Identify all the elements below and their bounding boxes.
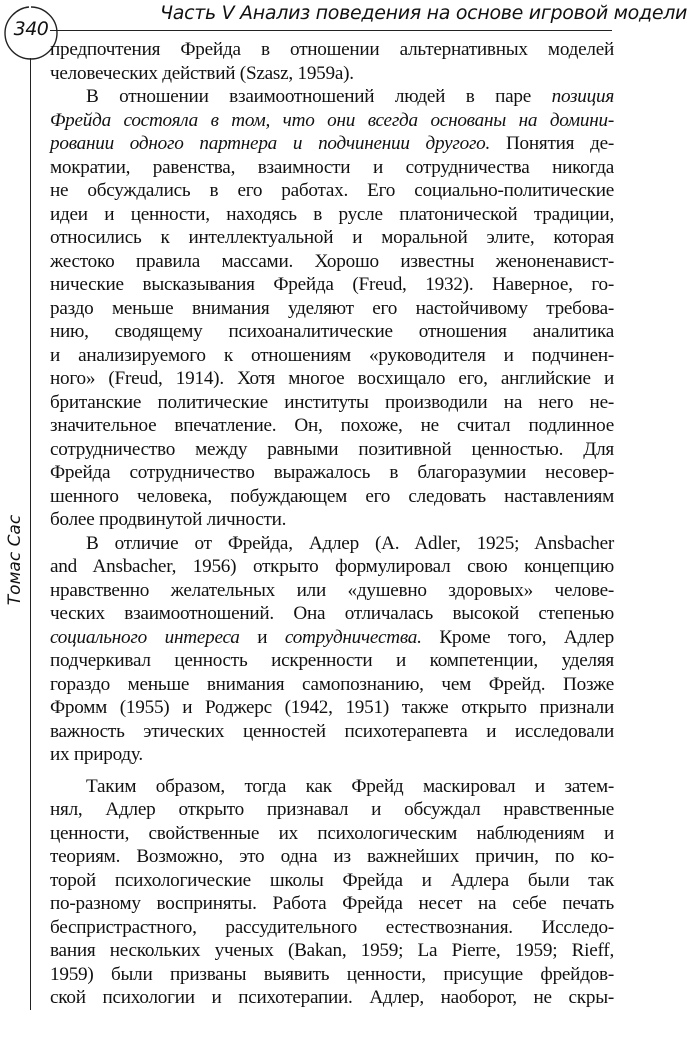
text-line bbox=[50, 916, 614, 940]
text-run: значительное впечатление. Он, похоже, не считал подлинное bbox=[50, 415, 614, 436]
text-line bbox=[50, 532, 614, 556]
text-line bbox=[50, 320, 614, 344]
text-line bbox=[50, 845, 614, 869]
text-line bbox=[50, 62, 614, 86]
text-run: идеи и ценности, находясь в русле платонической традиции, bbox=[50, 203, 614, 225]
text-line bbox=[50, 367, 614, 391]
text-run: сотрудничество между равными позитивной ценностью. Для bbox=[50, 438, 614, 460]
side-author bbox=[4, 490, 26, 630]
body-text bbox=[50, 38, 614, 1010]
text-line bbox=[50, 720, 614, 744]
text-run: ного» (Freud, 1914). Хотя многое восхищало его, английские и bbox=[50, 368, 614, 389]
text-run: нравственно желательных или «душевно здоровых» челове- bbox=[50, 579, 614, 601]
text-run: и анализируемого к отношениям «руководителя и подчинен- bbox=[50, 344, 614, 366]
italic-text: ровании одного партнера и подчинении другого. bbox=[50, 133, 491, 154]
side-rule bbox=[30, 58, 31, 1010]
text-line bbox=[50, 579, 614, 603]
text-line bbox=[50, 743, 614, 767]
text-line bbox=[50, 485, 614, 509]
page-number: 340 bbox=[13, 18, 49, 40]
text-run: торой психологические школы Фрейда и Адлера были так bbox=[50, 869, 614, 891]
text-line bbox=[50, 250, 614, 274]
text-run: и bbox=[239, 626, 285, 648]
text-line bbox=[50, 555, 614, 579]
text-run: ской психологии и психотерапии. Адлер, наоборот, не скры- bbox=[50, 987, 614, 1008]
text-run: шенного человека, побуждающем его следовать наставлениям bbox=[50, 485, 614, 507]
text-line bbox=[50, 391, 614, 415]
text-line bbox=[50, 156, 614, 180]
header-rule bbox=[50, 30, 612, 31]
text-run: британские политические институты производили на него не- bbox=[50, 391, 614, 413]
text-line bbox=[50, 649, 614, 673]
text-line bbox=[50, 414, 614, 438]
text-line bbox=[50, 798, 614, 822]
text-run: нял, Адлер открыто признавал и обсуждал нравственные bbox=[50, 799, 614, 820]
italic-text: позиция bbox=[551, 86, 614, 107]
text-run: предпочтения Фрейда в отношении альтернативных моделей bbox=[50, 39, 614, 60]
text-line bbox=[50, 626, 614, 650]
text-line bbox=[50, 508, 614, 532]
text-line bbox=[50, 939, 614, 963]
text-run: нию, сводящему психоаналитические отношения аналитика bbox=[50, 321, 614, 342]
italic-text: сотрудничества. bbox=[284, 626, 422, 648]
text-run: ценности, свойственные их психологическим наблюдениям и bbox=[50, 822, 614, 844]
text-run: мократии, равенства, взаимности и сотрудничества никогда bbox=[50, 156, 614, 178]
text-run: Понятия де- bbox=[490, 133, 614, 154]
text-line bbox=[50, 602, 614, 626]
text-run: гораздо меньше внимания самопознанию, чем Фрейд. Позже bbox=[50, 673, 614, 695]
text-line bbox=[50, 38, 614, 62]
text-run: нические высказывания Фрейда (Freud, 1932). Наверное, го- bbox=[50, 274, 614, 295]
text-line bbox=[50, 822, 614, 846]
italic-text: социального интереса bbox=[50, 626, 240, 648]
italic-text: Фрейда состояла в том, что они всегда основаны на домини- bbox=[50, 109, 614, 131]
text-line bbox=[50, 775, 614, 799]
text-run: 1959) были призваны выявить ценности, присущие фрейдов- bbox=[50, 963, 614, 985]
text-line bbox=[50, 963, 614, 987]
text-run: человеческих действий (Szasz, 1959a). bbox=[50, 62, 354, 84]
text-run: их природу. bbox=[50, 744, 143, 765]
text-line bbox=[50, 273, 614, 297]
text-run: беспристрастного, рассудительного естествознания. Исследо- bbox=[50, 916, 614, 938]
text-line bbox=[50, 696, 614, 720]
text-run: теориям. Возможно, это одна из важнейших причин, по ко- bbox=[50, 846, 614, 867]
text-run: Фрейда сотрудничество выражалось в благоразумии несовер- bbox=[50, 462, 614, 483]
text-line bbox=[50, 986, 614, 1010]
text-run: Таким образом, тогда как Фрейд маскировал и затем- bbox=[86, 775, 614, 797]
text-line bbox=[50, 869, 614, 893]
text-run: не обсуждались в его работах. Его социально-политические bbox=[50, 180, 614, 201]
text-run: В отношении взаимоотношений людей в паре bbox=[86, 86, 552, 107]
text-line bbox=[50, 132, 614, 156]
text-run: важность этических ценностей психотерапевта и исследовали bbox=[50, 720, 614, 742]
text-run: Фромм (1955) и Роджерс (1942, 1951) также открыто признали bbox=[50, 697, 614, 718]
text-line bbox=[50, 673, 614, 697]
text-line bbox=[50, 344, 614, 368]
text-line bbox=[50, 109, 614, 133]
text-run: по-разному восприняты. Работа Фрейда несет на себе печать bbox=[50, 893, 614, 914]
text-run: вания нескольких ученых (Bakan, 1959; La Pierre, 1959; Rieff, bbox=[50, 940, 614, 961]
running-header: Часть V Анализ поведения на основе игровой модели bbox=[160, 2, 687, 24]
text-line bbox=[50, 85, 614, 109]
text-line bbox=[50, 179, 614, 203]
text-run: ческих взаимоотношений. Она отличалась высокой степенью bbox=[50, 603, 614, 624]
text-run: более продвинутой личности. bbox=[50, 509, 287, 530]
text-run: относились к интеллектуальной и моральной элите, которая bbox=[50, 227, 614, 248]
text-run: В отличие от Фрейда, Адлер (A. Adler, 1925; Ansbacher bbox=[86, 532, 614, 554]
text-line bbox=[50, 892, 614, 916]
text-line bbox=[50, 438, 614, 462]
text-run: раздо меньше внимания уделяют его настойчивому требова- bbox=[50, 297, 614, 319]
side-author-text: Томас Сас bbox=[5, 514, 25, 606]
text-run: жестоко правила массами. Хорошо известны женоненавист- bbox=[50, 250, 614, 272]
text-line bbox=[50, 226, 614, 250]
text-line bbox=[50, 461, 614, 485]
text-line bbox=[50, 203, 614, 227]
text-line bbox=[50, 297, 614, 321]
text-run: and Ansbacher, 1956) открыто формулировал свою концепцию bbox=[50, 556, 614, 577]
text-run: Кроме того, Адлер bbox=[421, 626, 614, 648]
text-run: подчеркивал ценность искренности и компетенции, уделяя bbox=[50, 650, 614, 671]
